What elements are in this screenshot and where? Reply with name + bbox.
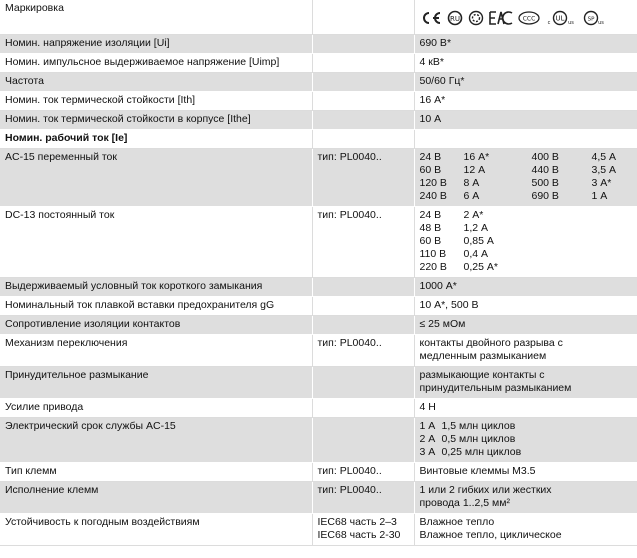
value-cell: 16 А* — [463, 151, 490, 163]
value-cell: 1 А — [419, 420, 436, 432]
value-cell: 3 А — [419, 446, 436, 458]
row-label: Сопротивление изоляции контактов — [0, 316, 312, 335]
row-ithe — [0, 111, 637, 130]
row-type: тип: PL0040.. — [312, 482, 414, 514]
ring-mark-icon — [468, 10, 484, 26]
value-cell: 12 А — [463, 164, 486, 176]
row-label: Маркировка — [0, 0, 312, 35]
row-value — [414, 335, 637, 367]
value-cell: 48 В — [419, 222, 442, 234]
row-label: AC-15 переменный ток — [0, 149, 312, 207]
value-line: Влажное тепло, циклическое — [419, 529, 562, 541]
svg-text:us: us — [567, 20, 574, 26]
row-value — [414, 207, 637, 278]
value-cell: 1,5 млн циклов — [441, 420, 516, 432]
type-line: IEC68 часть 2-30 — [317, 529, 401, 541]
row-terminal-execution — [0, 482, 637, 514]
row-label: Тип клемм — [0, 463, 312, 482]
value-cell: 1 А — [591, 190, 608, 202]
row-value: 690 В* — [414, 35, 637, 54]
row-ie — [0, 130, 637, 149]
row-actuation-force — [0, 399, 637, 418]
svg-text:us: us — [597, 20, 604, 26]
value-line: Влажное тепло — [419, 516, 495, 528]
row-dc13 — [0, 207, 637, 278]
cul-us-mark-icon — [545, 10, 575, 26]
row-type — [312, 367, 414, 399]
row-value: 10 А*, 500 В — [414, 297, 637, 316]
svg-text:UL: UL — [554, 14, 565, 23]
row-type — [312, 73, 414, 92]
row-value — [414, 482, 637, 514]
value-cell: 24 В — [419, 209, 442, 221]
value-cell: 0,5 млн циклов — [441, 433, 516, 445]
row-type — [312, 418, 414, 463]
row-type — [312, 54, 414, 73]
row-weather — [0, 514, 637, 546]
row-fuse — [0, 297, 637, 316]
row-type: тип: PL0040.. — [312, 207, 414, 278]
value-cell: 6 А — [463, 190, 480, 202]
row-label: Механизм переключения — [0, 335, 312, 367]
type-line: IEC68 часть 2–3 — [317, 516, 397, 528]
value-cell: 0,25 млн циклов — [441, 446, 522, 458]
row-label: Устойчивость к погодным воздействиям — [0, 514, 312, 546]
row-label: Исполнение клемм — [0, 482, 312, 514]
value-cell: 3,5 А — [591, 164, 617, 176]
row-label: Номин. импульсное выдерживаемое напряжение [Uimp] — [0, 54, 312, 73]
row-value — [414, 0, 637, 35]
ce-mark-icon — [420, 11, 442, 25]
row-uimp — [0, 54, 637, 73]
row-label: Номин. ток термической стойкости в корпусе [Ithe] — [0, 111, 312, 130]
ac15-values — [420, 151, 634, 203]
row-type: тип: PL0040.. — [312, 335, 414, 367]
value-cell: 690 В — [531, 190, 559, 202]
value-cell: 110 В — [419, 248, 447, 260]
value-cell: 400 В — [531, 151, 559, 163]
row-type — [312, 278, 414, 297]
row-marking — [0, 0, 637, 35]
value-cell: 0,85 А — [463, 235, 494, 247]
row-type — [312, 0, 414, 35]
row-value: 4 Н — [414, 399, 637, 418]
row-value — [414, 130, 637, 149]
value-line: провода 1..2,5 мм² — [419, 497, 510, 509]
row-type — [312, 514, 414, 546]
value-cell: 500 В — [531, 177, 559, 189]
row-value: 50/60 Гц* — [414, 73, 637, 92]
value-cell: 2 А* — [463, 209, 484, 221]
row-label: DC-13 постоянный ток — [0, 207, 312, 278]
dc13-values — [420, 209, 634, 274]
eac-mark-icon — [489, 11, 513, 25]
value-cell: 60 В — [419, 235, 442, 247]
value-cell: 2 А — [419, 433, 436, 445]
row-ui — [0, 35, 637, 54]
value-line: принудительным размыканием — [419, 382, 572, 394]
row-value: Винтовые клеммы M3.5 — [414, 463, 637, 482]
svg-text:CCC: CCC — [522, 15, 535, 23]
row-label: Принудительное размыкание — [0, 367, 312, 399]
row-ith — [0, 92, 637, 111]
value-line: контакты двойного разрыва с — [419, 337, 563, 349]
row-electrical-life — [0, 418, 637, 463]
life-values — [420, 420, 634, 459]
value-cell: 0,25 А* — [463, 261, 498, 273]
row-insulation — [0, 316, 637, 335]
row-label: Частота — [0, 73, 312, 92]
row-type: тип: PL0040.. — [312, 463, 414, 482]
row-type — [312, 130, 414, 149]
row-value: 1000 А* — [414, 278, 637, 297]
row-type — [312, 316, 414, 335]
row-value: 16 А* — [414, 92, 637, 111]
value-cell: 0,4 А — [463, 248, 489, 260]
row-type: тип: PL0040.. — [312, 149, 414, 207]
row-value — [414, 418, 637, 463]
value-cell: 8 А — [463, 177, 480, 189]
row-mechanism — [0, 335, 637, 367]
value-cell: 120 В — [419, 177, 447, 189]
row-short-circuit — [0, 278, 637, 297]
row-label: Номин. рабочий ток [Ie] — [0, 130, 312, 149]
row-type — [312, 399, 414, 418]
value-line: медленным размыканием — [419, 350, 547, 362]
svg-text:RU: RU — [449, 15, 460, 23]
ru-mark-icon — [447, 10, 463, 26]
row-value: ≤ 25 мОм — [414, 316, 637, 335]
value-cell: 240 В — [419, 190, 447, 202]
row-label: Номин. ток термической стойкости [Ith] — [0, 92, 312, 111]
row-value: 10 А — [414, 111, 637, 130]
value-cell: 220 В — [419, 261, 447, 273]
row-type — [312, 92, 414, 111]
row-forced-opening — [0, 367, 637, 399]
row-type — [312, 297, 414, 316]
row-label: Номинальный ток плавкой вставки предохранителя gG — [0, 297, 312, 316]
row-terminal-type — [0, 463, 637, 482]
value-cell: 60 В — [419, 164, 442, 176]
row-type — [312, 35, 414, 54]
row-label: Электрический срок службы AC-15 — [0, 418, 312, 463]
row-frequency — [0, 73, 637, 92]
row-label: Усилие привода — [0, 399, 312, 418]
value-cell: 24 В — [419, 151, 442, 163]
row-label: Номин. напряжение изоляции [Ui] — [0, 35, 312, 54]
certification-marks — [420, 2, 634, 31]
value-line: 1 или 2 гибких или жестких — [419, 484, 552, 496]
row-value — [414, 514, 637, 546]
row-value — [414, 149, 637, 207]
value-cell: 4,5 А — [591, 151, 617, 163]
row-value — [414, 367, 637, 399]
value-cell: 440 В — [531, 164, 559, 176]
value-line: размыкающие контакты с — [419, 369, 545, 381]
ccc-mark-icon — [518, 11, 540, 25]
row-type — [312, 111, 414, 130]
value-cell: 1,2 А — [463, 222, 489, 234]
csa-mark-icon — [580, 10, 606, 26]
row-label: Выдерживаемый условный ток короткого замыкания — [0, 278, 312, 297]
value-cell: 3 А* — [591, 177, 612, 189]
row-value: 4 кВ* — [414, 54, 637, 73]
svg-text:SP: SP — [587, 16, 594, 23]
row-ac15 — [0, 149, 637, 207]
svg-text:c: c — [547, 20, 550, 26]
